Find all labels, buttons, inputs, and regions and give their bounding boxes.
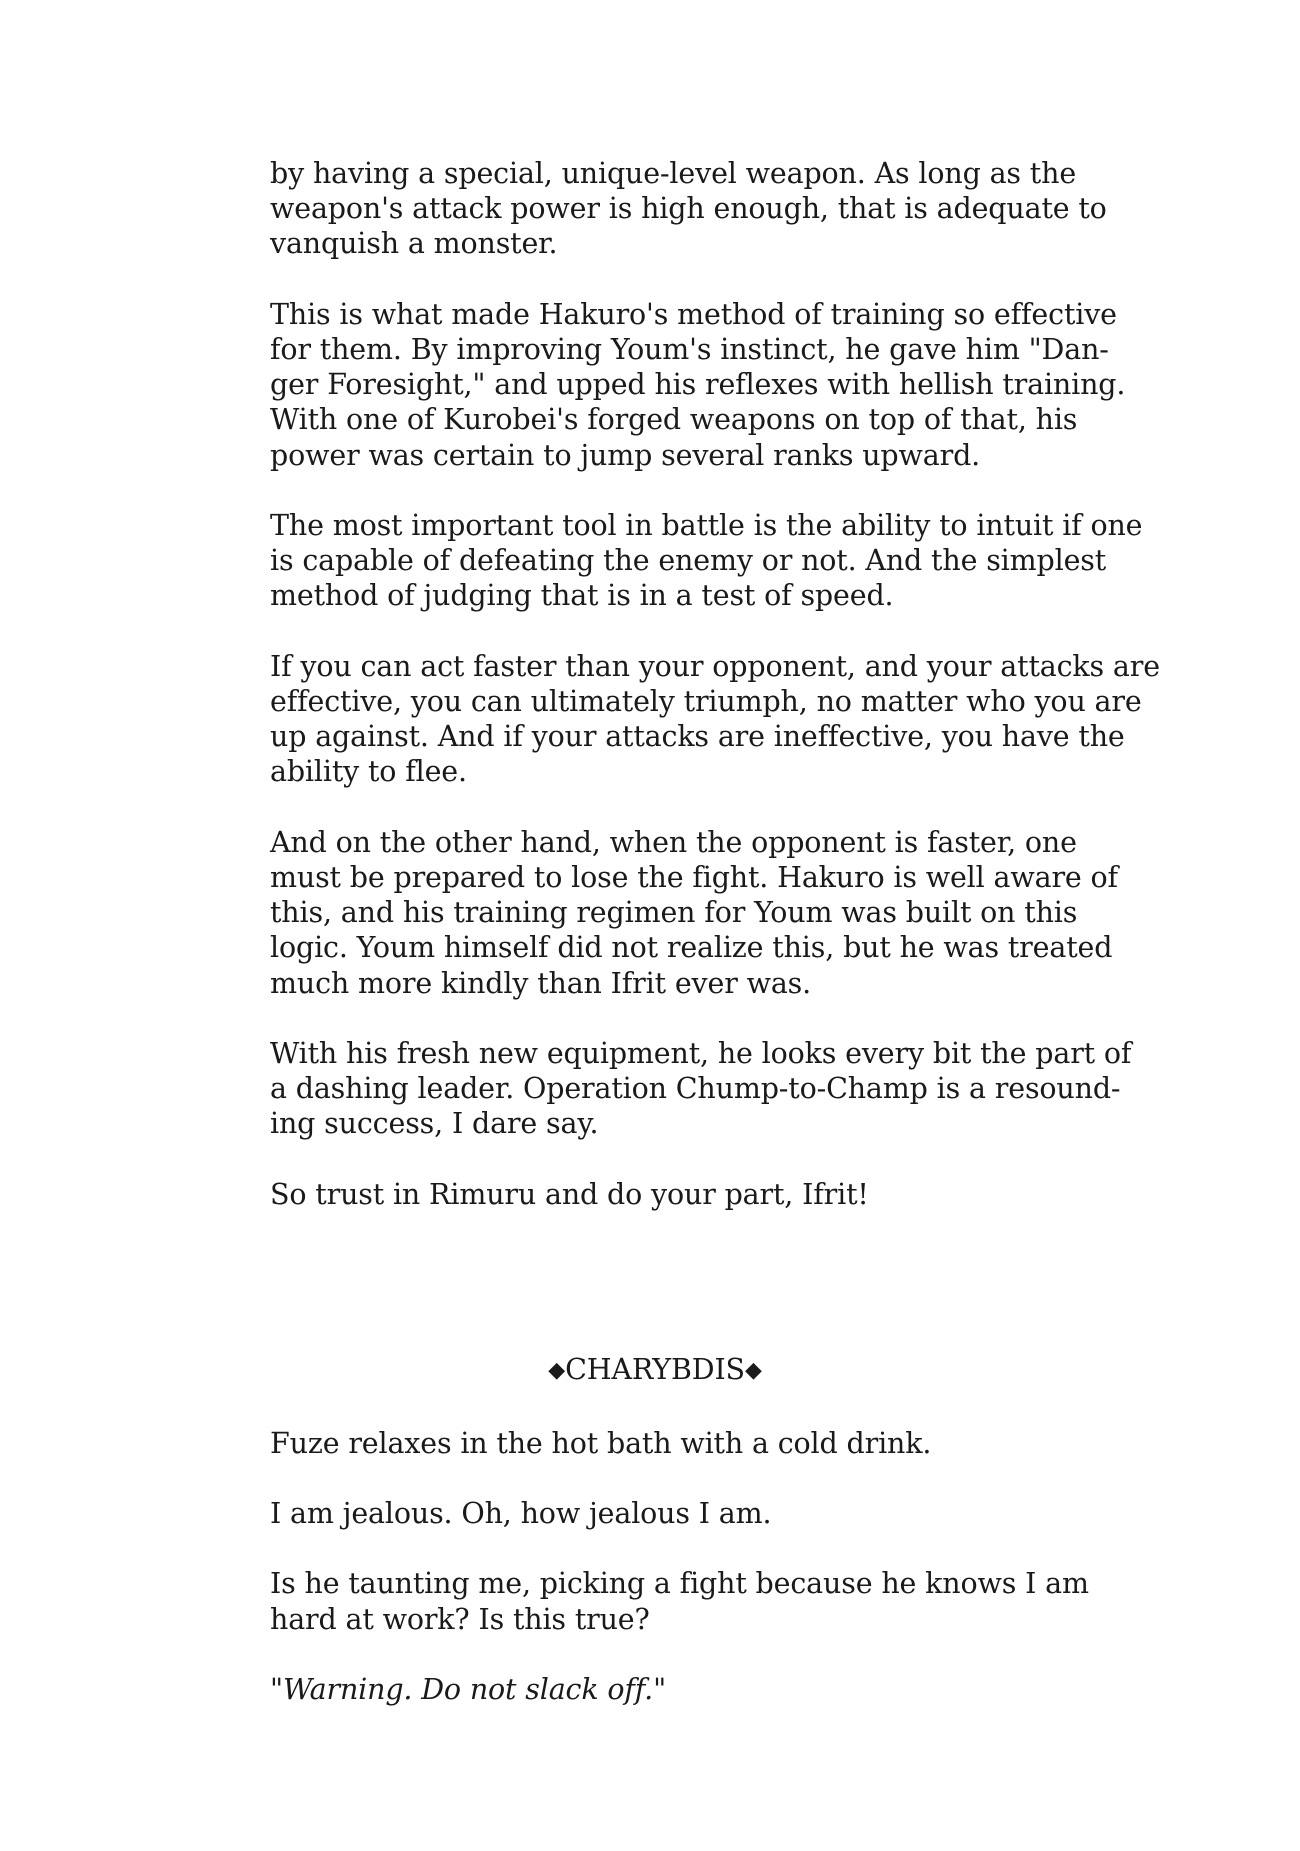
text-line: effective, you can ultimately triumph, no matter who you are <box>270 685 1142 718</box>
text-line: With one of Kurobei's forged weapons on top of that, his <box>270 403 1078 437</box>
text-line: Is he taunting me, picking a fight because he knows I am <box>270 1567 1089 1601</box>
text-line: This is what made Hakuro's method of training so effective <box>270 297 1117 331</box>
text-line: vanquish a monster. <box>270 227 558 261</box>
diamond-icon: ◆ <box>548 1358 566 1384</box>
text-line: is capable of defeating the enemy or not. And the simplest <box>270 544 1107 578</box>
text-line: this, and his training regimen for Youm was built on this <box>270 896 1078 930</box>
text-line: ability to flee. <box>270 755 467 789</box>
section-title: CHARYBDIS <box>565 1353 745 1387</box>
section-spacer <box>270 1247 1070 1352</box>
section-heading <box>270 1352 1040 1390</box>
italic-quote <box>270 1672 1070 1707</box>
paragraph-opponent-faster <box>270 825 1118 1001</box>
paragraph-act-faster <box>270 649 1160 790</box>
paragraph-jealous <box>270 1496 1070 1531</box>
paragraph-fuze-bath <box>270 1426 1070 1461</box>
paragraph-equipment <box>270 1036 1132 1142</box>
text-line: weapon's attack power is high enough, that is adequate to <box>270 192 1107 226</box>
page-body <box>270 156 1160 1742</box>
text-line: logic. Youm himself did not realize this, but he was treated <box>270 931 1113 965</box>
text-line: "Warning. Do not slack off." <box>270 1672 667 1706</box>
paragraph-battle-tool <box>270 508 1143 614</box>
text-line: The most important tool in battle is the ability to intuit if one <box>270 509 1143 542</box>
text-line: for them. By improving Youm's instinct, he gave him "Dan- <box>270 333 1109 366</box>
text-line: power was certain to jump several ranks upward. <box>270 438 981 472</box>
text-line: And on the other hand, when the opponent is faster, one <box>270 825 1077 859</box>
text-line: With his fresh new equipment, he looks every bit the part of <box>270 1037 1132 1070</box>
text-line: a dashing leader. Operation Chump-to-Champ is a resound- <box>270 1072 1121 1106</box>
text-line: much more kindly than Ifrit ever was. <box>270 966 812 1000</box>
paragraph-taunting <box>270 1566 1089 1636</box>
text-line: by having a special, unique-level weapon. As long as the <box>270 157 1077 190</box>
text-line: So trust in Rimuru and do your part, Ifrit! <box>270 1177 869 1211</box>
text-line: up against. And if your attacks are ineffective, you have the <box>270 720 1125 754</box>
text-line: ger Foresight," and upped his reflexes with hellish training. <box>270 368 1126 402</box>
paragraph-weapon <box>270 156 1107 262</box>
text-line: hard at work? Is this true? <box>270 1602 650 1636</box>
text-line: Fuze relaxes in the hot bath with a cold drink. <box>270 1426 932 1460</box>
text-line: If you can act faster than your opponent, and your attacks are <box>270 649 1160 683</box>
text-line: method of judging that is in a test of speed. <box>270 579 894 613</box>
diamond-icon: ◆ <box>744 1358 762 1384</box>
text-line: must be prepared to lose the fight. Hakuro is well aware of <box>270 861 1118 894</box>
paragraph-trust-rimuru <box>270 1177 1070 1212</box>
text-line: I am jealous. Oh, how jealous I am. <box>270 1496 772 1530</box>
paragraph-hakuro-training <box>270 297 1126 473</box>
text-line: ing success, I dare say. <box>270 1107 599 1141</box>
